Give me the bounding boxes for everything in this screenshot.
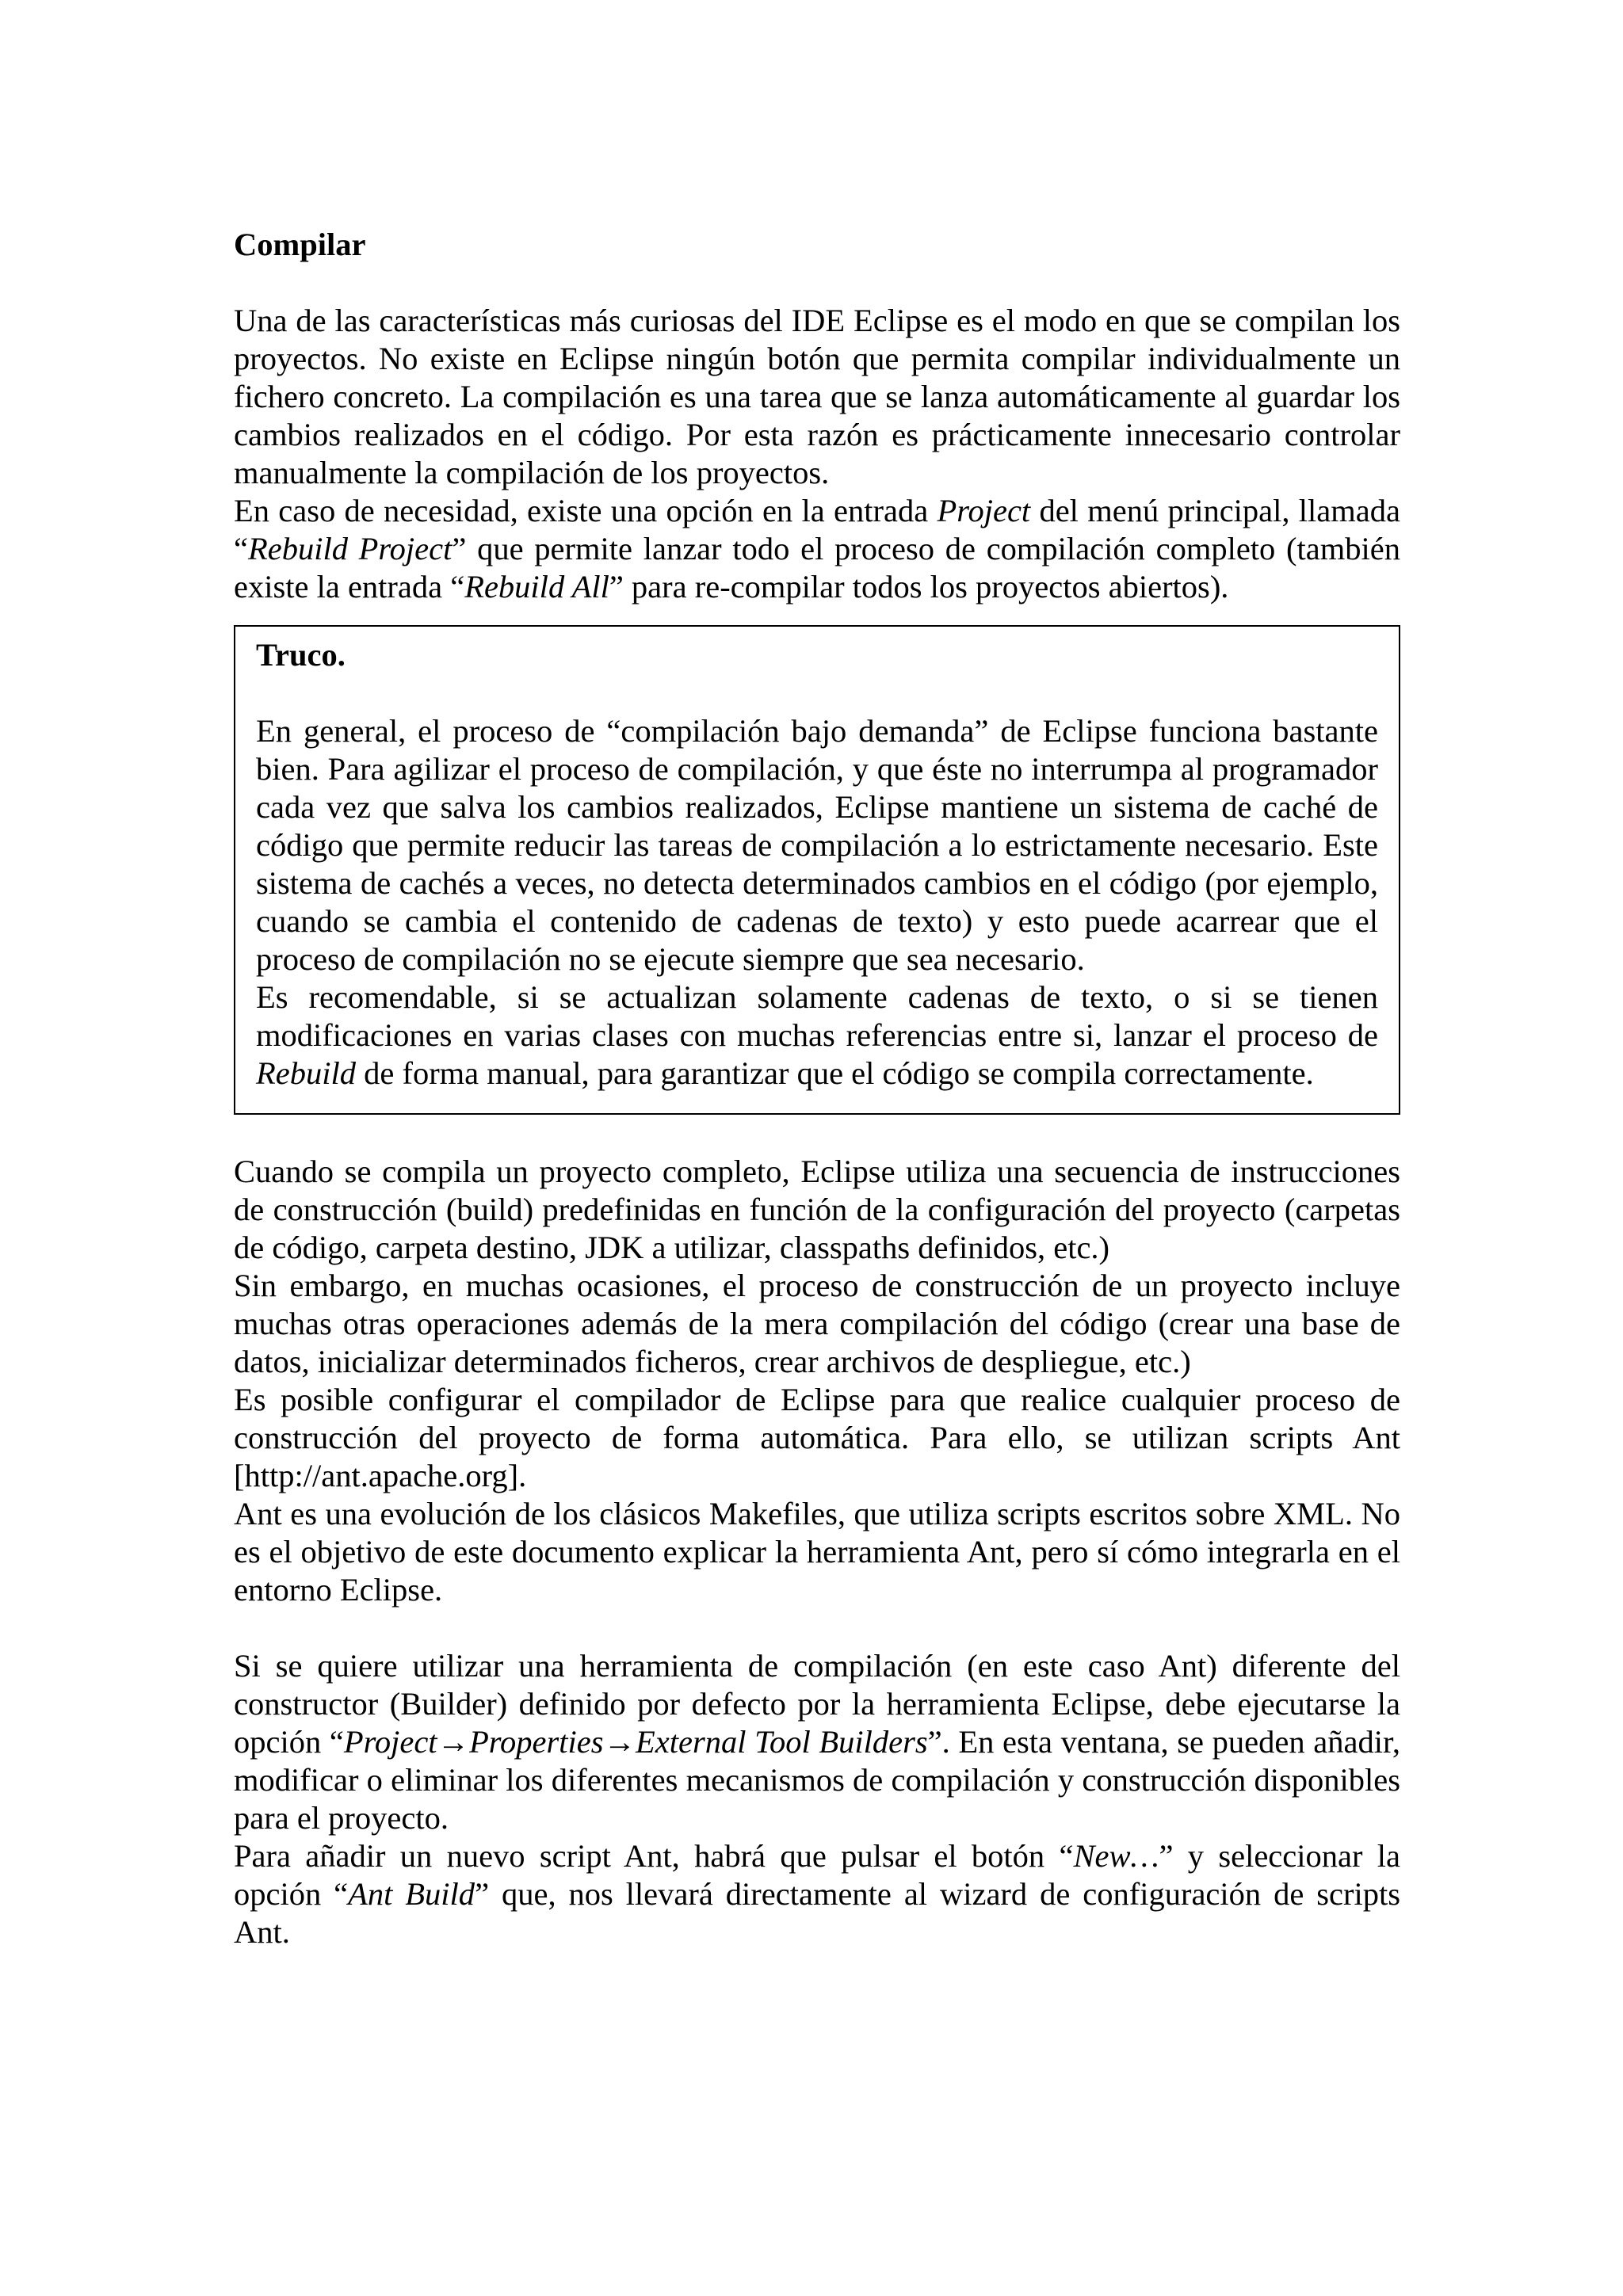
body-text: ”. En esta ventana, se pueden añadir, modificar o eliminar los diferentes mecanismos de compilación y construcción disponibles para el proyecto. <box>234 1724 1400 1836</box>
intro-text: En caso de necesidad, existe una opción en la entrada <box>234 493 938 528</box>
tip-paragraph-2 <box>256 978 1378 1093</box>
body-text: ” que, nos llevará directamente al wizard de configuración de scripts Ant. <box>234 1876 1400 1950</box>
section-heading: Compilar <box>234 227 366 262</box>
body-paragraph-5 <box>234 1647 1400 1837</box>
ant-build-option: Ant Build <box>348 1876 475 1912</box>
intro-text: del menú principal, llamada “ <box>234 493 1400 566</box>
document-page <box>234 226 1400 1951</box>
tip-rebuild: Rebuild <box>256 1055 356 1091</box>
tip-box <box>234 625 1400 1115</box>
menu-rebuild-project: Rebuild Project <box>247 531 453 566</box>
intro-paragraph-2 <box>234 492 1400 606</box>
menu-path: Project→Properties→External Tool Builders <box>343 1724 928 1760</box>
body-text: Si se quiere utilizar una herramienta de compilación (en este caso Ant) diferente del constructor (Builder) definido por defecto por la herramienta Eclipse, debe ejecutarse la opción “ <box>234 1648 1400 1760</box>
body-paragraph-4: Ant es una evolución de los clásicos Makefiles, que utiliza scripts escritos sobre XML. No es el objetivo de este documento explicar la herramienta Ant, pero sí cómo integrarla en el entorno Eclipse. <box>234 1496 1400 1608</box>
body-paragraph-2: Sin embargo, en muchas ocasiones, el proceso de construcción de un proyecto incluye muchas otras operaciones además de la mera compilación del código (crear una base de datos, inicializar determinados ficheros, crear archivos de despliegue, etc.) <box>234 1268 1400 1379</box>
body-paragraph-3: Es posible configurar el compilador de Eclipse para que realice cualquier proceso de construcción del proyecto de forma automática. Para ello, se utilizan scripts Ant [http://ant.apache.org]. <box>234 1382 1400 1493</box>
tip-paragraph-1: En general, el proceso de “compilación bajo demanda” de Eclipse funciona bastante bien. Para agilizar el proceso de compilación, y que éste no interrumpa al programador cada vez que salva los cambios realizados, Eclipse mantiene un sistema de caché de código que permite reducir las tareas de compilación a lo estrictamente necesario. Este sistema de cachés a veces, no detecta determinados cambios en el código (por ejemplo, cuando se cambia el contenido de cadenas de texto) y esto puede acarrear que el proceso de compilación no se ejecute siempre que sea necesario. <box>256 713 1378 977</box>
body-paragraph-1: Cuando se compila un proyecto completo, Eclipse utiliza una secuencia de instrucciones de construcción (build) predefinidas en función de la configuración del proyecto (carpetas de código, carpeta destino, JDK a utilizar, classpaths definidos, etc.) <box>234 1154 1400 1265</box>
intro-paragraph-1: Una de las características más curiosas del IDE Eclipse es el modo en que se compilan los proyectos. No existe en Eclipse ningún botón que permita compilar individualmente un fichero concreto. La compilación es una tarea que se lanza automáticamente al guardar los cambios realizados en el código. Por esta razón es prácticamente innecesario controlar manualmente la compilación de los proyectos. <box>234 303 1400 490</box>
intro-text: ” para re-compilar todos los proyectos abiertos). <box>609 569 1229 605</box>
body-text: ” y seleccionar la opción “ <box>234 1838 1401 1912</box>
tip-title: Truco. <box>256 637 346 673</box>
body-paragraph-6 <box>234 1837 1400 1951</box>
intro-text: ” que permite lanzar todo el proceso de compilación completo (también existe la entrada “ <box>234 531 1400 605</box>
tip-text: Es recomendable, si se actualizan solamente cadenas de texto, o si se tienen modificaciones en varias clases con muchas referencias entre si, lanzar el proceso de <box>256 979 1378 1053</box>
menu-project: Project <box>937 493 1031 528</box>
paragraph-gap <box>234 1609 1400 1647</box>
menu-rebuild-all: Rebuild All <box>464 569 609 605</box>
tip-text: de forma manual, para garantizar que el código se compila correctamente. <box>355 1055 1314 1091</box>
body-text: Para añadir un nuevo script Ant, habrá que pulsar el botón “ <box>234 1838 1074 1874</box>
new-button-label: New… <box>1073 1838 1159 1874</box>
